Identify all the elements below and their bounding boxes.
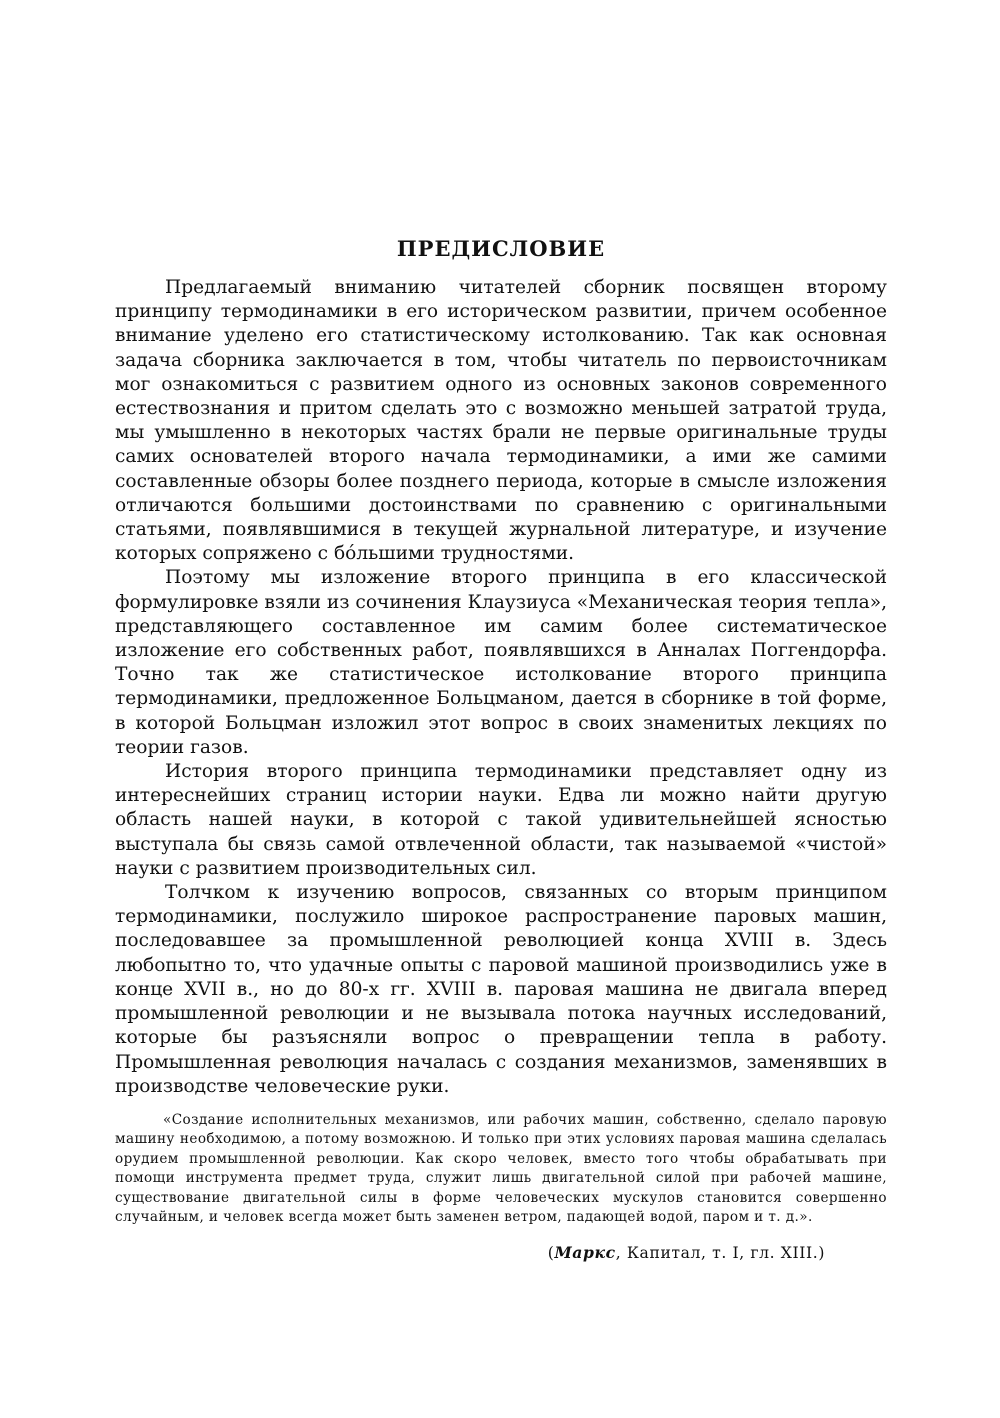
citation-author: Маркс [554, 1243, 616, 1263]
paragraph-4: Толчком к изучению вопросов, связанных со вторым принципом термодинамики, послужило широкое распространение паровых машин, последовавшее за промышленной революцией конца XVIII в. Здесь любопытно то, что удачные опыты с паровой машиной производились уже в конце XVII в., но до 80-х гг. XVIII в. паровая машина не двигала вперед промышленной революции и не вызывала потока научных исследований, которые бы разъясняли вопрос о превращении тепла в работу. Промышленная революция началась с создания механизмов, заменявших в производстве человеческие руки. [115, 882, 887, 1097]
paragraph-2: Поэтому мы изложение второго принципа в его классической формулировке взяли из сочинения Клаузиуса «Механическая теория тепла», представляющего составленное им самим более систематическое изложение его собственных работ, появлявшихся в Анналах Поггендорфа. Точно так же статистическое истолкование второго принципа термодинамики, предложенное Больцманом, дается в сборнике в той форме, в которой Больцман изложил этот вопрос в своих знаменитых лекциях по теории газов. [115, 567, 887, 758]
paragraph-3: История второго принципа термодинамики представляет одну из интереснейших страниц истории науки. Едва ли можно найти другую область нашей науки, в которой с такой удивительнейшей ясностью выступала бы связь самой отвлеченной области, так называемой «чистой» науки с развитием производительных сил. [115, 761, 887, 879]
quote-citation [115, 1243, 825, 1262]
paragraph-1: Предлагаемый вниманию читателей сборник посвящен второму принципу термодинамики в его историческом развитии, причем особенное внимание уделено его статистическому истолкованию. Так как основная задача сборника заключается в том, чтобы читатель по первоисточникам мог ознакомиться с развитием одного из основных законов современного естествознания и притом сделать это с возможно меньшей затратой труда, мы умышленно в некоторых частях брали не первые оригинальные труды самих основателей второго начала термодинамики, а ими же самими составленные обзоры более позднего периода, которые в смысле изложения отличаются большими достоинствами по сравнению с оригинальными статьями, появлявшимися в текущей журнальной литературе, и изучение которых сопряжено с бо́льшими трудностями. [115, 277, 887, 565]
citation-source: , Капитал, т. I, гл. XIII.) [615, 1244, 825, 1263]
citation-open: ( [547, 1244, 555, 1263]
document-page [115, 236, 887, 1262]
block-quote: «Создание исполнительных механизмов, или рабочих машин, собственно, сделало паровую машину необходимою, а потому возможною. И только при этих условиях паровая машина сделалась орудием промышленной революции. Как скоро человек, вместо того чтобы обрабатывать при помощи инструмента предмет труда, служит лишь двигательной силой при рабочей машине, существование двигательной силы в форме человеческих мускулов становится совершенно случайным, и человек всегда может быть заменен ветром, падающей водой, паром и т. д.». [115, 1111, 887, 1225]
page-title: ПРЕДИСЛОВИЕ [396, 236, 606, 261]
